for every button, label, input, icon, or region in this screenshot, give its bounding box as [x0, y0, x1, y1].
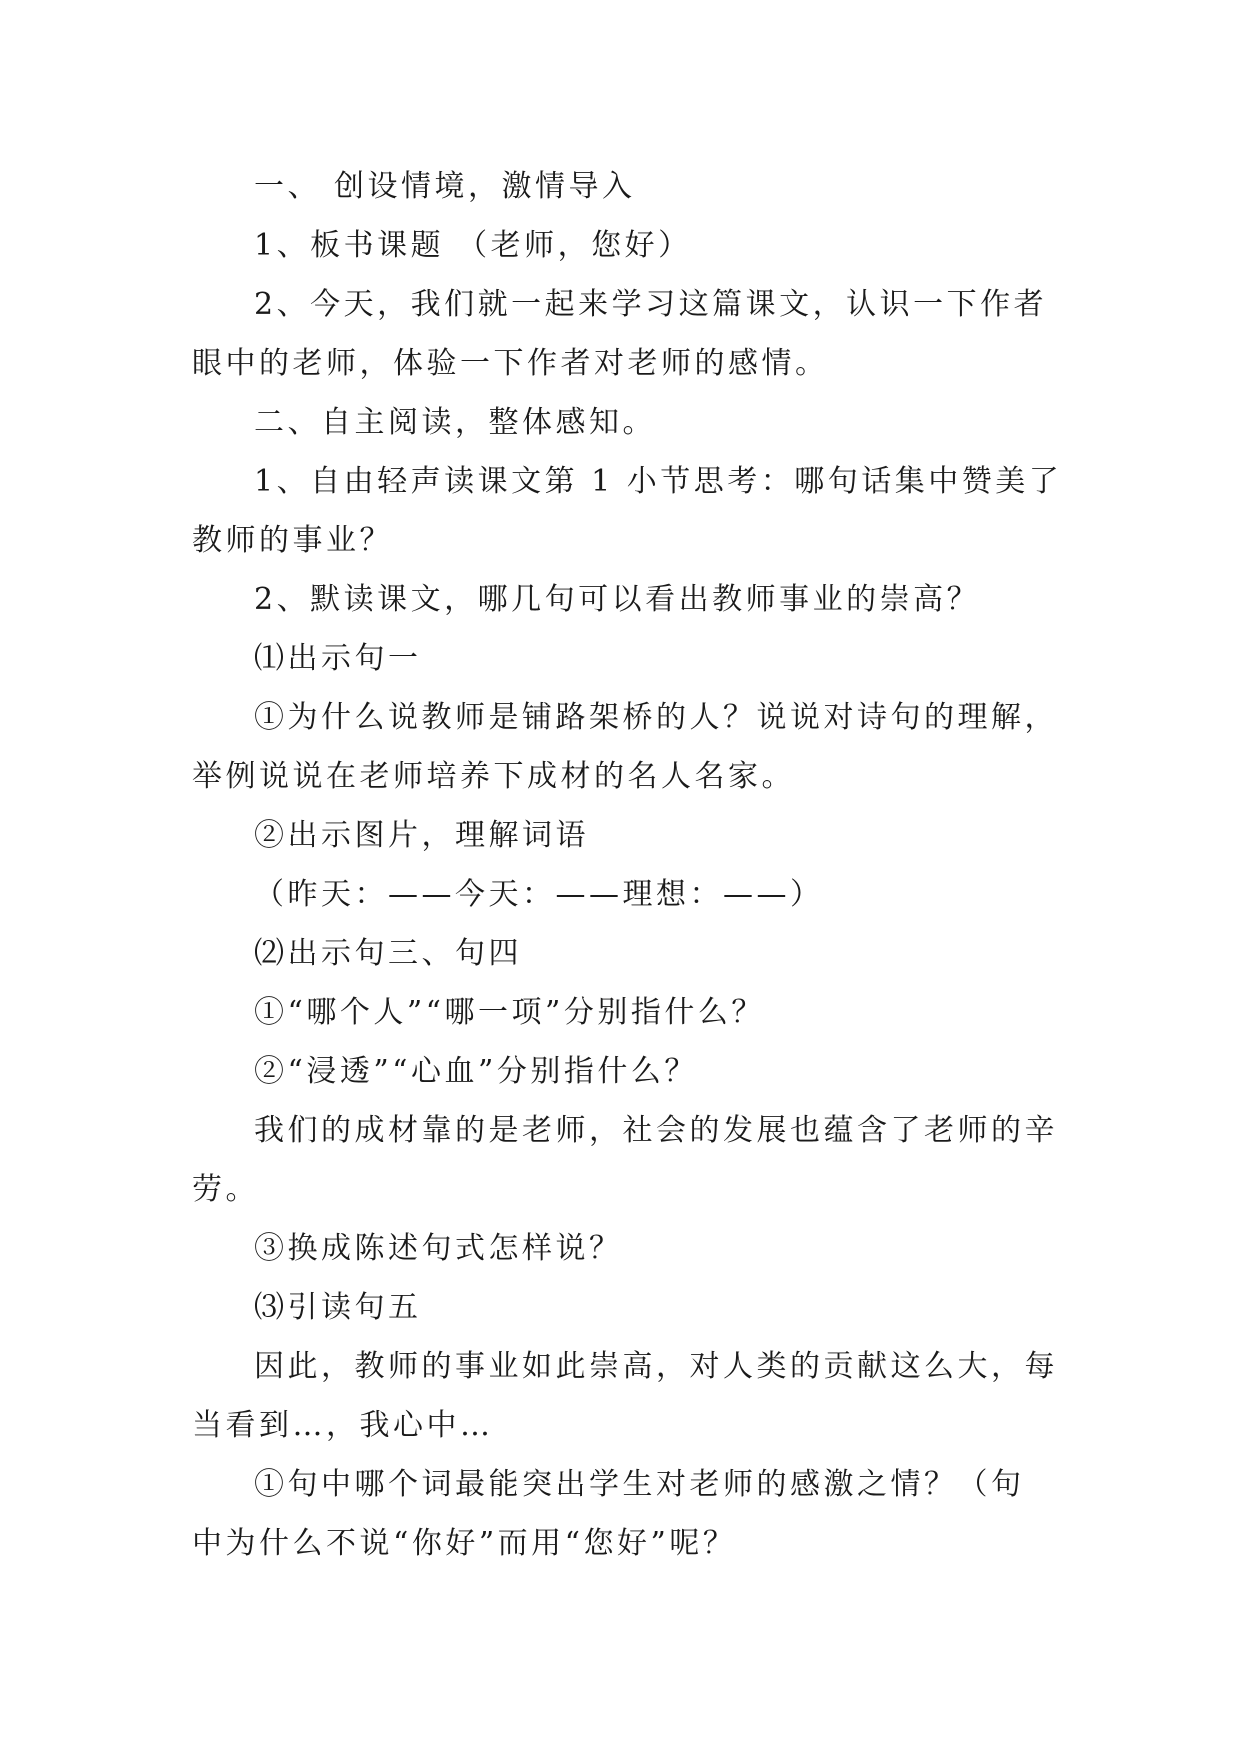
paragraph-line: 教师的事业？ — [192, 523, 393, 558]
section-heading-2: 二、自主阅读，整体感知。 — [254, 405, 656, 440]
paragraph-line: 举例说说在老师培养下成材的名人名家。 — [192, 759, 795, 794]
paragraph-line: ⑵出示句三、句四 — [254, 936, 522, 971]
paragraph-line: 当看到…，我心中… — [192, 1408, 494, 1443]
paragraph-line: 我们的成材靠的是老师，社会的发展也蕴含了老师的辛 — [254, 1113, 1058, 1148]
paragraph-line: （昨天：——今天：——理想：——） — [254, 877, 824, 912]
paragraph-line: ②“浸透”“心血”分别指什么？ — [254, 1054, 698, 1089]
paragraph-line: 中为什么不说“你好”而用“您好”呢？ — [192, 1526, 737, 1561]
paragraph-line: ⑴出示句一 — [254, 641, 422, 676]
paragraph-line: 劳。 — [192, 1172, 259, 1207]
paragraph-line: 2、默读课文，哪几句可以看出教师事业的崇高？ — [254, 582, 981, 617]
paragraph-line: ①为什么说教师是铺路架桥的人？说说对诗句的理解， — [254, 700, 1058, 735]
paragraph-line: ②出示图片，理解词语 — [254, 818, 589, 853]
paragraph-line: 2、今天，我们就一起来学习这篇课文，认识一下作者 — [254, 287, 1048, 322]
paragraph-line: ③换成陈述句式怎样说？ — [254, 1231, 623, 1266]
paragraph-line: ①“哪个人”“哪一项”分别指什么？ — [254, 995, 765, 1030]
paragraph-line: 1、板书课题 （老师，您好） — [254, 228, 692, 263]
section-heading-1: 一、 创设情境，激情导入 — [254, 169, 636, 204]
paragraph-line: ⑶引读句五 — [254, 1290, 422, 1325]
paragraph-line: ①句中哪个词最能突出学生对老师的感激之情？（句 — [254, 1467, 1025, 1502]
paragraph-line: 1、自由轻声读课文第 1 小节思考：哪句话集中赞美了 — [254, 464, 1063, 499]
paragraph-line: 因此，教师的事业如此崇高，对人类的贡献这么大，每 — [254, 1349, 1058, 1384]
paragraph-line: 眼中的老师，体验一下作者对老师的感情。 — [192, 346, 829, 381]
